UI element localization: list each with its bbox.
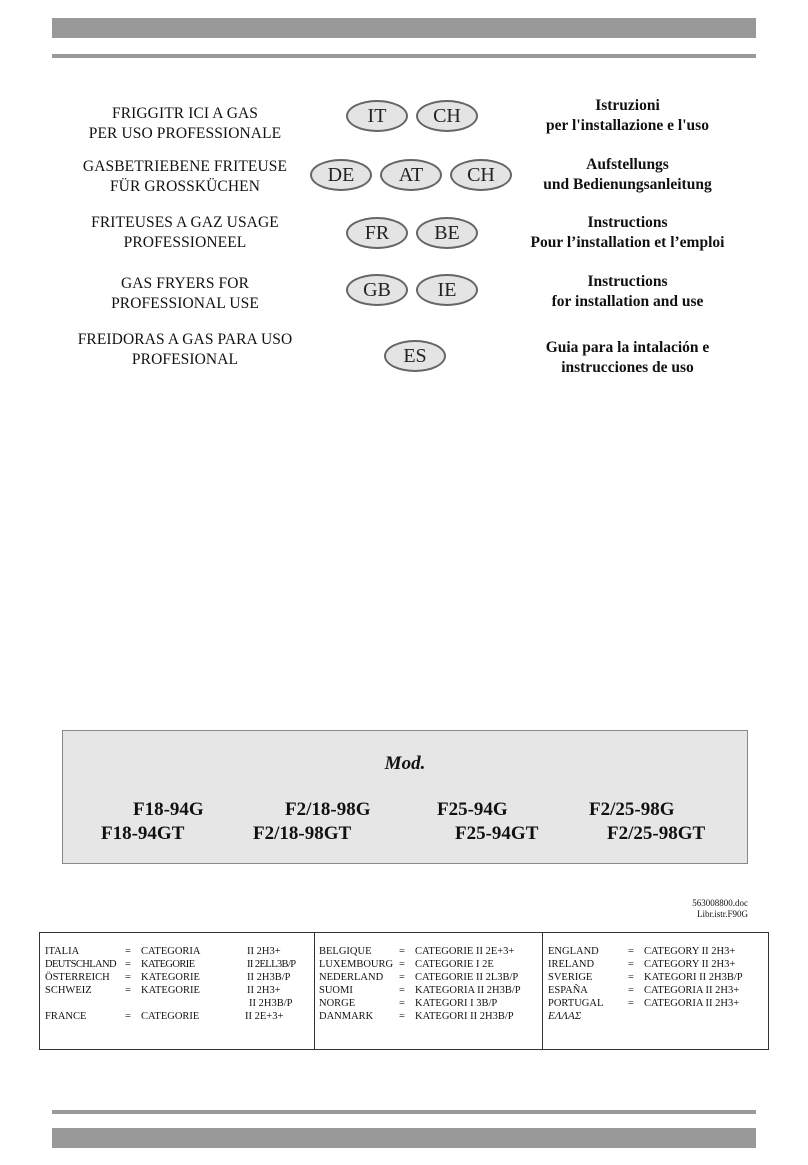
table-row: FRANCE = CATEGORIE II 2E+3+ [45, 1011, 284, 1022]
country-badges [300, 274, 540, 314]
country-badges [300, 159, 540, 199]
table-row: DANMARK = KATEGORI II 2H3B/P [319, 1011, 514, 1022]
country-badges [300, 340, 540, 380]
model-name: F2/18-98G [285, 799, 371, 820]
country-badge-de: DE [310, 159, 372, 191]
country-badges [300, 100, 540, 140]
model-name: F18-94G [133, 799, 204, 820]
footer-bar-thick [52, 1128, 756, 1148]
table-row: SVERIGE = KATEGORI II 2H3B/P [548, 972, 743, 983]
category-column-1 [40, 933, 314, 1049]
footer-bar-thin [52, 1110, 756, 1114]
instructions-title-it: Istruzioni per l'installazione e l'uso [546, 97, 709, 134]
model-name: F25-94GT [455, 823, 539, 844]
doc-file-name: 563008800.doc [692, 898, 748, 908]
table-row: ENGLAND = CATEGORY II 2H3+ [548, 946, 736, 957]
category-column-2 [314, 933, 542, 1049]
table-row: PORTUGAL = CATEGORIA II 2H3+ [548, 998, 740, 1009]
product-title-de: GASBETRIEBENE FRITEUSE FÜR GROSSKÜCHEN [82, 158, 288, 195]
header-bar-thin [52, 54, 756, 58]
product-title-gb: GAS FRYERS FOR PROFESSIONAL USE [111, 275, 259, 312]
model-name: F25-94G [437, 799, 508, 820]
gas-category-table [39, 932, 769, 1050]
country-badge-at: AT [380, 159, 442, 191]
instructions-title-es: Guia para la intalación e instrucciones de uso [545, 339, 710, 376]
model-name: F2/25-98G [589, 799, 675, 820]
instructions-title-fr: Instructions Pour l’installation et l’emploi [530, 214, 725, 251]
table-row: SUOMI = KATEGORIA II 2H3B/P [319, 985, 521, 996]
table-row: BELGIQUE = CATEGORIE II 2E+3+ [319, 946, 515, 957]
country-badge-ie: IE [416, 274, 478, 306]
table-row: LUXEMBOURG = CATEGORIE I 2E [319, 959, 494, 970]
product-title-es: FREIDORAS A GAS PARA USO PROFESIONAL [77, 331, 293, 368]
instructions-title-de: Aufstellungs und Bedienungsanleitung [543, 156, 712, 193]
document-reference [692, 898, 748, 920]
country-badge-it: IT [346, 100, 408, 132]
table-row: ESPAÑA = CATEGORIA II 2H3+ [548, 985, 740, 996]
model-name: F18-94GT [101, 823, 185, 844]
country-badges [300, 217, 540, 257]
table-row: NORGE = KATEGORI I 3B/P [319, 998, 498, 1009]
product-title-it: FRIGGITR ICI A GAS PER USO PROFESSIONALE [88, 105, 282, 142]
table-row: SCHWEIZ = KATEGORIE II 2H3+ [45, 985, 281, 996]
doc-library-ref: Libr.istr.F90G [696, 909, 748, 919]
category-column-3 [542, 933, 768, 1049]
country-badge-fr: FR [346, 217, 408, 249]
model-name: F2/25-98GT [607, 823, 706, 844]
table-row: ÖSTERREICH = KATEGORIE II 2H3B/P [45, 972, 291, 983]
country-badge-es: ES [384, 340, 446, 372]
table-row: II 2H3B/P [249, 998, 293, 1009]
country-badge-be: BE [416, 217, 478, 249]
model-name: F2/18-98GT [253, 823, 352, 844]
product-title-fr: FRITEUSES A GAZ USAGE PROFESSIONEEL [91, 214, 279, 251]
table-row: DEUTSCHLAND = KATEGORIE II 2ELL3B/P [45, 959, 296, 970]
header-bar-thick [52, 18, 756, 38]
model-label: Mod. [384, 753, 426, 774]
table-row: ΕΛΛΑΣ [548, 1010, 582, 1022]
country-badge-ch: CH [416, 100, 478, 132]
table-row: IRELAND = CATEGORY II 2H3+ [548, 959, 736, 970]
country-badge-ch: CH [450, 159, 512, 191]
table-row: NEDERLAND = CATEGORIE II 2L3B/P [319, 972, 519, 983]
table-row: ITALIA = CATEGORIA II 2H3+ [45, 946, 281, 957]
model-box [62, 730, 748, 864]
instructions-title-gb: Instructions for installation and use [551, 273, 704, 310]
country-badge-gb: GB [346, 274, 408, 306]
